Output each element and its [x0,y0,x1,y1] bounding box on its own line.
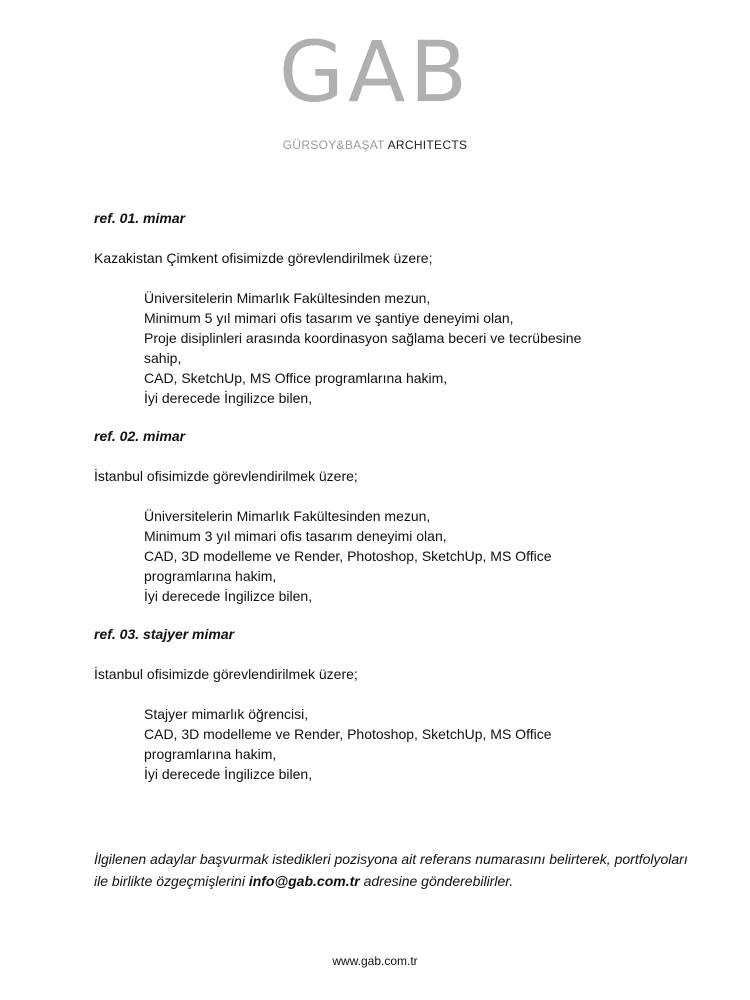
position-1-ref: ref. 01. mimar [94,210,186,226]
requirement-item: İyi derecede İngilizce bilen, [144,766,313,782]
contact-email-link[interactable]: info@gab.com.tr [248,873,360,889]
position-1-intro: Kazakistan Çimkent ofisimizde görevlendirilmek üzere; [94,250,433,266]
position-3-ref: ref. 03. stajyer mimar [94,626,235,642]
tagline-founders: GÜRSOY&BAŞAT [282,138,385,152]
requirement-item: CAD, 3D modelleme ve Render, Photoshop, SketchUp, MS Office programlarına hakim, [144,726,552,762]
requirement-item: İyi derecede İngilizce bilen, [144,390,313,406]
requirement-item: Minimum 5 yıl mimari ofis tasarım ve şantiye deneyimi olan, [144,310,514,326]
position-3-requirements [94,704,604,784]
note-text-before: İlgilenen adaylar başvurmak istedikleri pozisyona ait referans numarasını belirterek, portfolyoları ile birlikte özgeçmişlerini [94,851,688,889]
application-note [94,848,694,892]
position-3-intro: İstanbul ofisimizde görevlendirilmek üzere; [94,666,358,682]
job-listings [94,208,694,784]
position-2-intro: İstanbul ofisimizde görevlendirilmek üzere; [94,468,358,484]
position-2-ref: ref. 02. mimar [94,428,186,444]
position-1-requirements [94,288,604,408]
requirement-item: Minimum 3 yıl mimari ofis tasarım deneyimi olan, [144,528,447,544]
tagline-architects: ARCHITECTS [387,138,468,152]
requirement-item: CAD, 3D modelleme ve Render, Photoshop, SketchUp, MS Office programlarına hakim, [144,548,552,584]
website-link[interactable]: www.gab.com.tr [332,954,418,968]
note-text-after: adresine gönderebilirler. [363,873,514,889]
company-logo: GAB [278,23,472,121]
requirement-item: CAD, SketchUp, MS Office programlarına hakim, [144,370,448,386]
requirement-item: Üniversitelerin Mimarlık Fakültesinden mezun, [144,290,431,306]
company-tagline [0,138,750,152]
requirement-item: Stajyer mimarlık öğrencisi, [144,706,309,722]
requirement-item: Proje disiplinleri arasında koordinasyon sağlama beceri ve tecrübesine sahip, [144,330,582,366]
position-2-requirements [94,506,604,606]
requirement-item: Üniversitelerin Mimarlık Fakültesinden mezun, [144,508,431,524]
requirement-item: İyi derecede İngilizce bilen, [144,588,313,604]
